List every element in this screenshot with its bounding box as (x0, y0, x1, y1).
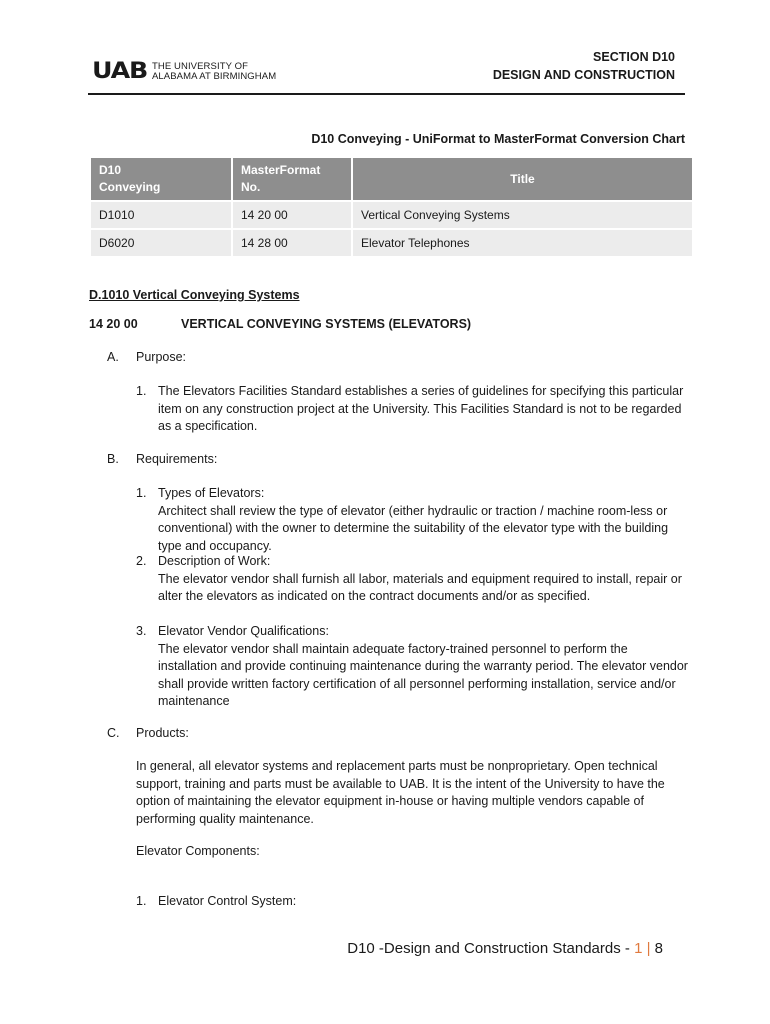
item-c1-number: 1. (136, 894, 147, 908)
item-c1-text: Elevator Control System: (158, 894, 297, 908)
section-code: 14 20 00 (89, 317, 138, 331)
item-b3-heading: Elevator Vendor Qualifications: (158, 624, 329, 638)
chart-title: D10 Conveying - UniFormat to MasterFormat Conversion Chart (311, 132, 685, 146)
col-header-conveying: D10 Conveying (91, 158, 231, 200)
cell-code: D1010 (91, 202, 231, 228)
item-b1-number: 1. (136, 486, 147, 500)
cell-title: Vertical Conveying Systems (353, 202, 692, 228)
logo-line-2: ALABAMA AT BIRMINGHAM (151, 70, 277, 82)
item-b1-text: Architect shall review the type of elevator (either hydraulic or traction / machine room-less or conventional) with the owner to determine the suitability of the elevator type with the building type and occupancy. (158, 503, 669, 553)
item-b1 (158, 485, 688, 555)
item-b3-text: The elevator vendor shall maintain adequate factory-trained personnel to perform the installation and provide continuing maintenance during the warranty period. The elevator vendor shall provide written factory certification of all personnel performing installation, service and/or maintenance (158, 641, 688, 708)
item-b-label: B. (107, 452, 119, 466)
item-c-label: C. (107, 726, 120, 740)
uab-logo (92, 59, 276, 84)
item-a-label: A. (107, 350, 119, 364)
cell-masterformat: 14 28 00 (233, 230, 351, 256)
subheading: D.1010 Vertical Conveying Systems (89, 288, 300, 302)
item-b2 (158, 553, 688, 606)
item-b2-heading: Description of Work: (158, 554, 271, 568)
section-heading (493, 48, 675, 84)
item-a1-text: The Elevators Facilities Standard establishes a series of guidelines for specifying this particular item on any construction project at the University. This Facilities Standard is not to be regarded as a specification. (158, 384, 684, 433)
cell-title: Elevator Telephones (353, 230, 692, 256)
col-header-masterformat: MasterFormat No. (233, 158, 351, 200)
cell-code: D6020 (91, 230, 231, 256)
item-b3 (158, 623, 688, 711)
logo-mark: UAB (92, 59, 148, 84)
item-c-title: Products: (136, 726, 189, 740)
footer-text: D10 -Design and Construction Standards - (347, 940, 635, 957)
item-a-title: Purpose: (136, 350, 187, 364)
page-number: 1 (634, 940, 643, 957)
table-row (91, 202, 692, 228)
item-c-text: In general, all elevator systems and replacement parts must be nonproprietary. Open technical support, training and parts must be available to UAB. It is the intent of the University to have the option of maintaining the elevator equipment in-house or having multiple vendors capable of performing quality maintenance. (136, 759, 665, 826)
components-label: Elevator Components: (136, 844, 260, 858)
item-b2-text: The elevator vendor shall furnish all labor, materials and equipment required to install, repair or alter the elevators as indicated on the contract documents and/or as specified. (158, 571, 682, 603)
logo-text (152, 62, 276, 82)
table-header-row (91, 158, 692, 200)
conversion-table (89, 156, 694, 258)
item-b-title: Requirements: (136, 452, 218, 466)
page-total: 8 (654, 940, 663, 957)
item-a1-number: 1. (136, 384, 147, 398)
table-row (91, 230, 692, 256)
header-rule (88, 93, 685, 95)
logo-line-1: THE UNIVERSITY OF (151, 60, 248, 72)
item-b3-number: 3. (136, 624, 147, 638)
item-b1-heading: Types of Elevators: (158, 486, 265, 500)
section-number: SECTION D10 (593, 50, 675, 64)
section-title: DESIGN AND CONSTRUCTION (492, 68, 675, 82)
page-separator: | (642, 940, 655, 957)
section-name: VERTICAL CONVEYING SYSTEMS (ELEVATORS) (181, 317, 472, 331)
page-footer (347, 940, 663, 957)
cell-masterformat: 14 20 00 (233, 202, 351, 228)
item-b2-number: 2. (136, 554, 147, 568)
col-header-title: Title (353, 158, 692, 200)
